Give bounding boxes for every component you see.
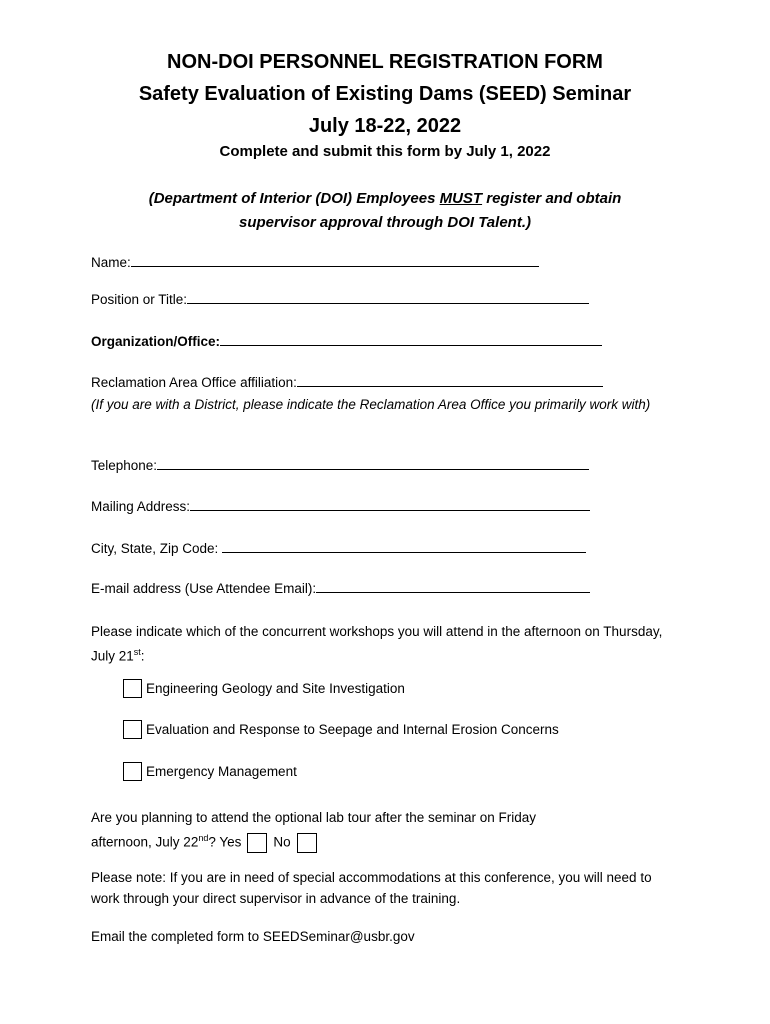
doi-note (0, 187, 770, 235)
workshops-prompt (91, 621, 681, 667)
doi-note-line2: supervisor approval through DOI Talent.) (239, 214, 531, 231)
organization-label: Organization/Office: (91, 334, 221, 349)
reclamation-row (91, 374, 603, 390)
position-row (91, 291, 589, 307)
submission-deadline: Complete and submit this form by July 1, 2022 (219, 143, 551, 160)
emergency-label: Emergency Management (146, 764, 297, 779)
email-field[interactable] (316, 580, 590, 593)
workshops-prompt-end: : (140, 648, 145, 664)
name-field[interactable] (131, 254, 539, 267)
lab-tour-yes-checkbox[interactable] (247, 833, 267, 853)
lab-tour-question (91, 807, 681, 853)
telephone-label: Telephone: (91, 458, 158, 473)
lab-tour-no-label: No (273, 834, 291, 850)
organization-field[interactable] (220, 333, 602, 346)
mailing-field[interactable] (190, 498, 590, 511)
lab-tour-line1: Are you planning to attend the optional lab tour after the seminar on Friday (91, 810, 537, 825)
form-title: NON-DOI PERSONNEL REGISTRATION FORM (167, 51, 603, 73)
workshops-prompt-text: Please indicate which of the concurrent workshops you will attend in the afternoon on Thursday, July 21 (91, 624, 663, 664)
reclamation-hint: (If you are with a District, please indicate the Reclamation Area Office you primarily work with) (91, 397, 651, 412)
telephone-row (91, 457, 589, 473)
geology-label: Engineering Geology and Site Investigation (146, 681, 405, 696)
city-field[interactable] (222, 540, 586, 553)
emergency-checkbox[interactable] (123, 762, 142, 781)
mailing-label: Mailing Address: (91, 499, 191, 514)
lab-tour-line2: afternoon, July 22 (91, 834, 199, 850)
email-row (91, 580, 590, 596)
name-label: Name: (91, 255, 131, 270)
mailing-row (91, 498, 590, 514)
city-row (91, 540, 586, 556)
doi-note-after: register and obtain (482, 190, 622, 207)
email-instruction: Email the completed form to SEEDSeminar@usbr.gov (91, 929, 415, 944)
lab-tour-yes-label: ? Yes (208, 834, 242, 850)
position-field[interactable] (187, 291, 589, 304)
seminar-dates: July 18-22, 2022 (308, 115, 462, 137)
position-label: Position or Title: (91, 292, 188, 307)
reclamation-field[interactable] (297, 374, 603, 387)
geology-checkbox[interactable] (123, 679, 142, 698)
lab-tour-sup: nd (198, 833, 209, 843)
telephone-field[interactable] (157, 457, 589, 470)
city-label: City, State, Zip Code: (91, 541, 223, 556)
doi-note-before: (Department of Interior (DOI) Employees (148, 190, 440, 207)
workshop-option-geology (123, 679, 405, 698)
accommodations-note: Please note: If you are in need of special accommodations at this conference, you will need to work through your direct supervisor in advance of the training. (91, 870, 652, 906)
seepage-checkbox[interactable] (123, 720, 142, 739)
reclamation-label: Reclamation Area Office affiliation: (91, 375, 297, 390)
email-label: E-mail address (Use Attendee Email): (91, 581, 317, 596)
workshop-option-emergency (123, 762, 297, 781)
workshop-option-seepage (123, 720, 559, 739)
seminar-title: Safety Evaluation of Existing Dams (SEED) Seminar (138, 83, 632, 105)
name-row (91, 254, 539, 270)
organization-row (91, 333, 602, 349)
doi-note-emphasis: MUST (439, 190, 483, 207)
lab-tour-no-checkbox[interactable] (297, 833, 317, 853)
workshops-prompt-sup: st (133, 647, 141, 657)
seepage-label: Evaluation and Response to Seepage and Internal Erosion Concerns (146, 722, 559, 737)
